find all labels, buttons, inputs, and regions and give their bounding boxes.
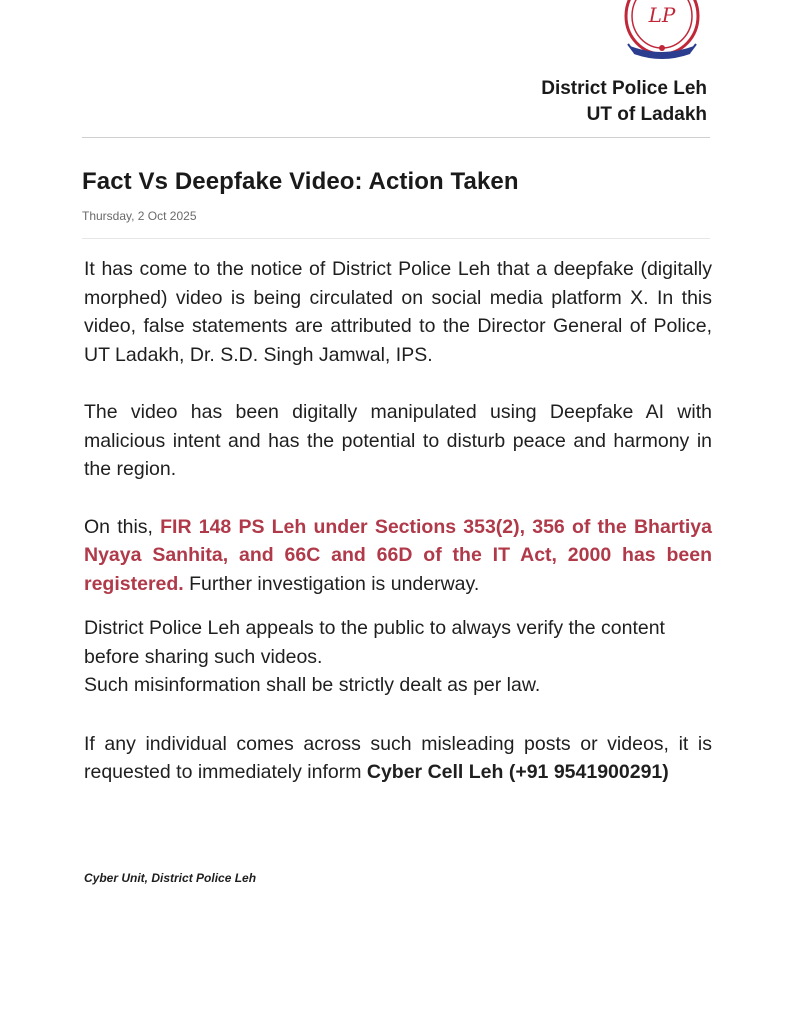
misinformation-warning: Such misinformation shall be strictly dealt as per law.	[84, 674, 541, 696]
cyber-cell-contact: Cyber Cell Leh (+91 9541900291)	[366, 761, 669, 783]
article-title: Fact Vs Deepfake Video: Action Taken	[82, 168, 519, 195]
signature: Cyber Unit, District Police Leh	[84, 871, 257, 885]
article-body	[84, 255, 712, 787]
paragraph-manipulation: The video has been digitally manipulated using Deepfake AI with malicious intent and has the potential to disturb peace and harmony in the region.	[84, 401, 712, 480]
fir-prefix: On this,	[84, 515, 161, 538]
organization-region: UT of Ladakh	[586, 104, 707, 125]
header-divider	[82, 137, 710, 138]
paragraph-notice: It has come to the notice of District Police Leh that a deepfake (digitally morphed) video is being circulated on social media platform X. In this video, false statements are attributed to the Director General of Police, UT Ladakh, Dr. S.D. Singh Jamwal, IPS.	[84, 258, 712, 366]
paragraph-contact	[84, 730, 712, 787]
organization-name: District Police Leh	[541, 78, 707, 99]
fir-suffix: Further investigation is underway.	[183, 572, 480, 595]
contact-prefix: If any individual comes across such misleading posts or videos, it is requested to immediately inform	[84, 732, 712, 783]
emblem-text: LP	[648, 3, 676, 27]
district-police-leh-emblem-icon	[620, 0, 704, 62]
title-divider	[82, 238, 710, 239]
paragraph-fir	[84, 513, 712, 599]
appeal-text: District Police Leh appeals to the public to always verify the content before sharing such videos.	[84, 617, 665, 668]
article-date: Thursday, 2 Oct 2025	[82, 209, 197, 223]
organization-header	[541, 76, 707, 128]
paragraph-appeal	[84, 614, 712, 700]
fir-details: FIR 148 PS Leh under Sections 353(2), 356 of the Bhartiya Nyaya Sanhita, and 66C and 66D of the IT Act, 2000 has been registered.	[84, 515, 712, 595]
